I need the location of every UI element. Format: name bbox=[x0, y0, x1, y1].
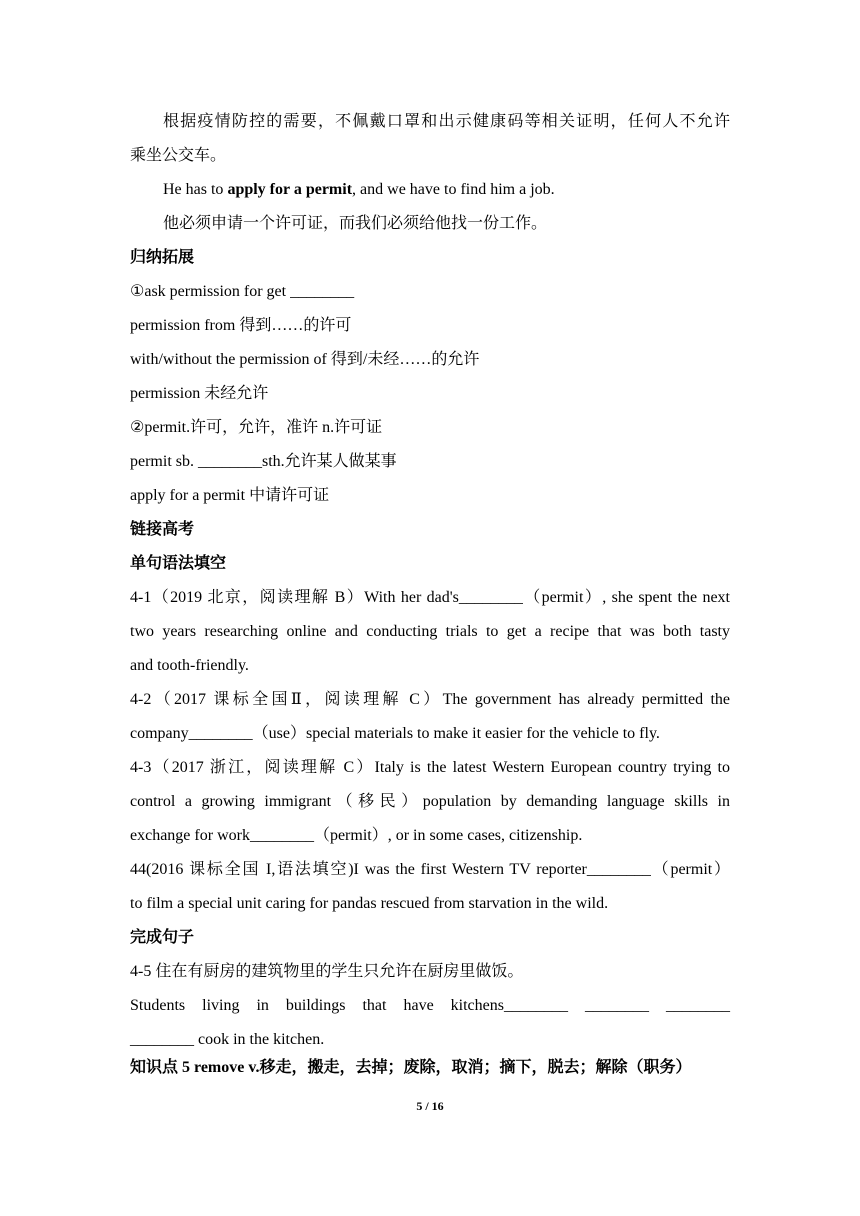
question-line: ________ cook in the kitchen. bbox=[130, 1031, 325, 1048]
example-text-pre: He has to bbox=[163, 181, 228, 198]
question-line: company________（use）special materials to make it easier for the vehicle to fly. bbox=[130, 725, 660, 742]
section-heading: 归纳拓展 bbox=[130, 249, 195, 266]
example-highlight: apply for a permit bbox=[227, 181, 353, 198]
knowledge-point-heading: 知识点 5 remove v.移走，搬走，去掉；废除，取消；摘下，脱去；解除（职务） bbox=[130, 1059, 692, 1076]
question-line: 44(2016 课标全国 I,语法填空)I was the first Western TV reporter________（permit） bbox=[130, 861, 730, 878]
question-line: exchange for work________（permit）, or in some cases, citizenship. bbox=[130, 827, 583, 844]
list-item: permission from 得到……的许可 bbox=[130, 317, 352, 334]
list-item: permit sb. ________sth.允许某人做某事 bbox=[130, 453, 397, 470]
list-item: permission 未经允许 bbox=[130, 385, 269, 402]
question-line: 4-3（2017 浙江，阅读理解 C）Italy is the latest Western European country trying to bbox=[130, 759, 730, 776]
paragraph-line: 乘坐公交车。 bbox=[130, 147, 227, 164]
example-text-post: , and we have to find him a job. bbox=[352, 181, 555, 198]
example-sentence bbox=[163, 180, 730, 200]
list-item: ①ask permission for get ________ bbox=[130, 283, 355, 300]
question-line: 4-1（2019 北京，阅读理解 B）With her dad's________（permit）, she spent the next bbox=[130, 589, 730, 606]
question-line: 4-5 住在有厨房的建筑物里的学生只允许在厨房里做饭。 bbox=[130, 963, 524, 980]
list-item: apply for a permit 中请许可证 bbox=[130, 487, 330, 504]
question-line: control a growing immigrant（移民）population by demanding language skills in bbox=[130, 793, 730, 810]
example-translation: 他必须申请一个许可证，而我们必须给他找一份工作。 bbox=[163, 215, 548, 232]
paragraph-line: 根据疫情防控的需要，不佩戴口罩和出示健康码等相关证明，任何人不允许 bbox=[163, 113, 730, 130]
section-heading: 完成句子 bbox=[130, 929, 195, 946]
list-item: ②permit.许可，允许，准许 n.许可证 bbox=[130, 419, 383, 436]
page-number: 5 / 16 bbox=[416, 1099, 444, 1113]
question-line: to film a special unit caring for pandas rescued from starvation in the wild. bbox=[130, 895, 609, 912]
list-item: with/without the permission of 得到/未经……的允许 bbox=[130, 351, 480, 368]
section-heading: 单句语法填空 bbox=[130, 555, 227, 572]
question-line: and tooth-friendly. bbox=[130, 657, 249, 674]
question-line: Students living in buildings that have kitchens________ ________ ________ bbox=[130, 997, 730, 1014]
section-heading: 链接高考 bbox=[130, 521, 195, 538]
question-line: two years researching online and conducting trials to get a recipe that was both tasty bbox=[130, 623, 730, 640]
question-line: 4-2（2017 课标全国Ⅱ，阅读理解 C）The government has already permitted the bbox=[130, 691, 730, 708]
